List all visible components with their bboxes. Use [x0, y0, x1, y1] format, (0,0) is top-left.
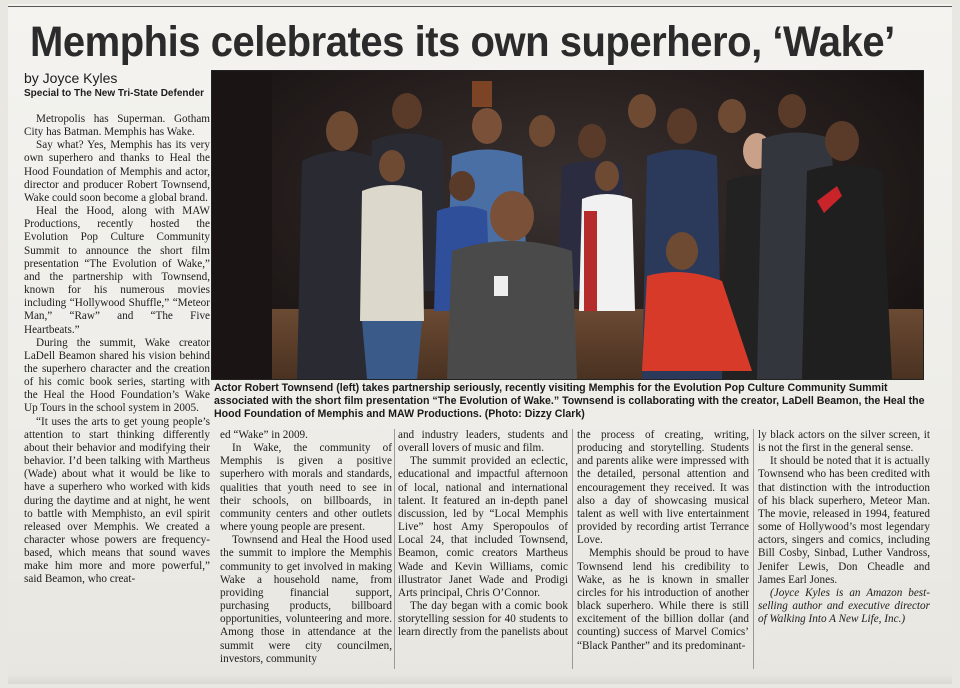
paragraph: Memphis should be proud to have Townsend lend his credibility to Wake, as he is known in smaller circles for his introduction of another black superhero. While there is still excitement of the billion dollar (and counting) success of Marvel Comics’ “Black Panther” and its predominant- — [577, 547, 749, 652]
column-divider — [394, 429, 395, 669]
paragraph: Say what? Yes, Memphis has its very own superhero and thanks to Heal the Hood Foundation of Memphis and actor, director and producer Robert Townsend, Wake could soon become a global brand. — [24, 139, 210, 204]
paragraph: ed “Wake” in 2009. — [220, 429, 308, 441]
group-photo — [211, 70, 924, 380]
paragraph: “It uses the arts to get young people’s attention to start thinking differently about their behavior and modifying their behavior. I’d been talking with Martheus (Wade) about what it would be like to have a superhero who worked with kids during the daytime and at night, he went to battle with Memphisto, an evil spirit released over Memphis. We created a character whose powers are frequency-based, which means that sound waves make him more and more powerful,” said Beamon, who creat- — [24, 415, 210, 586]
column-divider — [572, 429, 573, 669]
paragraph: The summit provided an eclectic, educational and impactful afternoon of local, national and international talent. It featured an in-depth panel discussion, led by “Local Memphis Live” host Amy Speropoulos of Local 24, that included Townsend, Beamon, comic creators Martheus Wade and Kevin Williams, comic illustrator Janet Wade and Prodigi Arts principal, Chris O’Connor. — [398, 455, 568, 599]
article-column-2 — [220, 429, 392, 674]
paragraph: The day began with a comic book storytelling session for 40 students to learn directly from the panelists about — [398, 600, 568, 639]
paragraph: In Wake, the community of Memphis is given a positive superhero with morals and standards, qualities that youth need to see in their schools, on billboards, in community centers and other outlets where young people are present. — [220, 442, 392, 534]
paragraph: It should be noted that it is actually Townsend who has been credited with that distinction with the introduction of his black superhero, Meteor Man. The movie, released in 1994, featured some of Hollywood’s most legendary actors, singers and comics, including Bill Cosby, Sinbad, Luther Vandross, Jenifer Lewis, Don Cheadle and James Earl Jones. — [758, 455, 930, 586]
byline-affiliation: Special to The New Tri-State Defender — [24, 88, 205, 99]
article-column-1 — [24, 113, 210, 673]
photo-caption: Actor Robert Townsend (left) takes partnership seriously, recently visiting Memphis for the Evolution Pop Culture Community Summit associated with the short film presentation “The Evolution of Wake.” Townsend is collaborating with the creator, LaDell Beamon, the Heal the Hood Foundation of Memphis and MAW Productions. (Photo: Dizzy Clark) — [214, 382, 925, 420]
paragraph: the process of creating, writing, producing and storytelling. Students and parents alike were impressed with the detailed, personal attention and encouragement they received. It was also a day of showcasing musical talent as well with live entertainment provided by recording artist Terrance Love. — [577, 429, 749, 547]
paragraph: ly black actors on the silver screen, it is not the first in the general sense. — [758, 429, 930, 455]
newspaper-page — [8, 4, 952, 684]
group-silhouettes — [212, 71, 923, 379]
paragraph: Townsend and Heal the Hood used the summit to implore the Memphis community to get involved in making Wake a household name, from providing financial support, purchasing products, billboard opportunities, volunteering and more. Among those in attendance at the summit were city councilmen, investors, community — [220, 534, 392, 665]
column-divider — [753, 429, 754, 669]
paragraph: Metropolis has Superman. Gotham City has Batman. Memphis has Wake. — [24, 113, 210, 139]
article-column-5 — [758, 429, 930, 674]
paragraph: During the summit, Wake creator LaDell Beamon shared his vision behind the superhero character and the creation of his comic book series, starting with the Heal the Hood Foundation’s Wake Up Tours in the school system in 2005. — [24, 336, 210, 415]
paragraph: Heal the Hood, along with MAW Productions, recently hosted the Evolution Pop Culture Community Summit to announce the short film presentation “The Evolution of Wake,” and the partnership with Townsend, known for his numerous movies including “Hollywood Shuffle,” “Meteor Man,” “Raw” and “The Five Heartbeats.” — [24, 205, 210, 336]
article-headline: Memphis celebrates its own superhero, ‘Wake’ — [30, 18, 895, 66]
article-column-3 — [398, 429, 568, 674]
paragraph: and industry leaders, students and overall lovers of music and film. — [398, 429, 568, 455]
article-column-4 — [577, 429, 749, 674]
top-rule — [8, 6, 952, 7]
byline: by Joyce Kyles — [24, 70, 118, 86]
author-bio: (Joyce Kyles is an Amazon best-selling author and executive director of Walking Into A New Life, Inc.) — [758, 586, 930, 626]
page-edge-shadow — [8, 674, 952, 684]
